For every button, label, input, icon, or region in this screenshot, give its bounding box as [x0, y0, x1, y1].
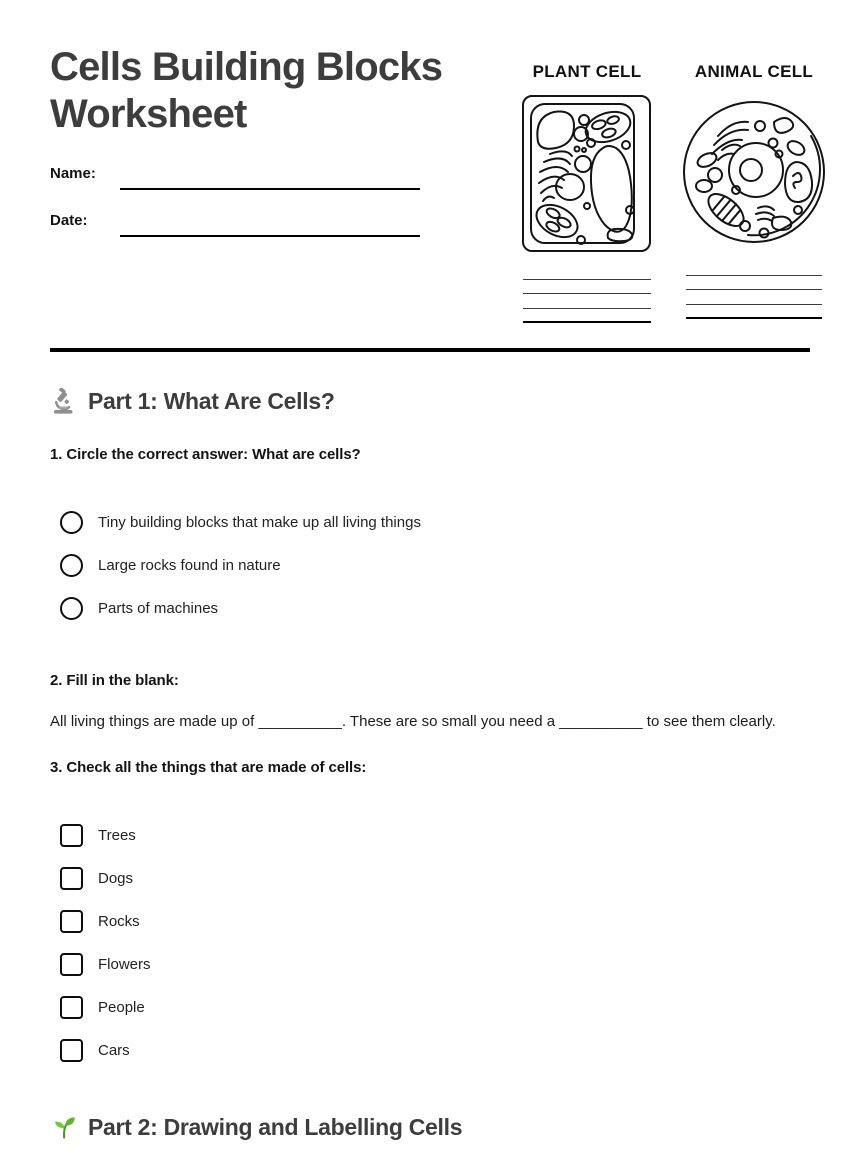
checkbox-label: Dogs — [98, 870, 134, 887]
animal-cell-title: ANIMAL CELL — [694, 62, 814, 81]
checkbox-label: Flowers — [98, 956, 151, 973]
animal-label-line[interactable] — [686, 276, 822, 291]
plant-label-line[interactable] — [523, 265, 651, 280]
radio-label: Tiny building blocks that make up all living things — [98, 514, 421, 531]
plant-label-lines — [513, 265, 661, 323]
plant-label-line[interactable] — [523, 280, 651, 295]
seedling-icon — [50, 1114, 77, 1141]
animal-label-line[interactable] — [686, 305, 822, 320]
name-input-line[interactable] — [120, 188, 420, 190]
q3-option-row — [60, 910, 140, 933]
animal-cell-diagram — [678, 90, 830, 254]
animal-cell-panel — [676, 62, 832, 319]
microscope-icon — [50, 388, 77, 415]
q3-option-row — [60, 996, 145, 1019]
checkbox-label: Trees — [98, 827, 136, 844]
q1-option-row — [60, 554, 281, 577]
radio-button[interactable] — [60, 597, 83, 620]
q2-prompt: 2. Fill in the blank: — [50, 672, 179, 689]
checkbox-label: Rocks — [98, 913, 140, 930]
q3-option-row — [60, 953, 151, 976]
plant-label-line[interactable] — [523, 294, 651, 309]
radio-button[interactable] — [60, 511, 83, 534]
part2-heading-text: Part 2: Drawing and Labelling Cells — [88, 1114, 463, 1140]
part2-heading — [50, 1114, 462, 1141]
page-title: Cells Building Blocks Worksheet — [50, 45, 443, 136]
radio-button[interactable] — [60, 554, 83, 577]
plant-cell-title: PLANT CELL — [532, 62, 642, 81]
section-divider — [50, 348, 810, 352]
date-input-line[interactable] — [120, 235, 420, 237]
animal-label-lines — [676, 261, 832, 319]
part1-heading-text: Part 1: What Are Cells? — [88, 388, 335, 414]
q3-option-row — [60, 867, 133, 890]
plant-cell-diagram — [520, 90, 654, 258]
q2-fill-in-sentence: All living things are made up of __________. These are so small you need a __________ to see them clearly. — [50, 713, 776, 730]
q1-option-row — [60, 511, 421, 534]
q3-option-row — [60, 824, 136, 847]
checkbox[interactable] — [60, 867, 83, 890]
q3-prompt: 3. Check all the things that are made of cells: — [50, 759, 367, 776]
checkbox[interactable] — [60, 910, 83, 933]
q3-option-row — [60, 1039, 130, 1062]
q1-option-row — [60, 597, 218, 620]
checkbox[interactable] — [60, 953, 83, 976]
checkbox[interactable] — [60, 1039, 83, 1062]
q1-prompt: 1. Circle the correct answer: What are cells? — [50, 446, 361, 463]
animal-label-line[interactable] — [686, 290, 822, 305]
radio-label: Parts of machines — [98, 600, 219, 617]
checkbox[interactable] — [60, 996, 83, 1019]
checkbox-label: People — [98, 999, 145, 1016]
checkbox[interactable] — [60, 824, 83, 847]
part1-heading — [50, 388, 335, 415]
radio-label: Large rocks found in nature — [98, 557, 281, 574]
plant-label-line[interactable] — [523, 309, 651, 324]
checkbox-label: Cars — [98, 1042, 130, 1059]
plant-cell-panel — [513, 62, 661, 323]
name-label: Name: — [50, 165, 96, 182]
date-label: Date: — [50, 212, 88, 229]
animal-label-line[interactable] — [686, 261, 822, 276]
